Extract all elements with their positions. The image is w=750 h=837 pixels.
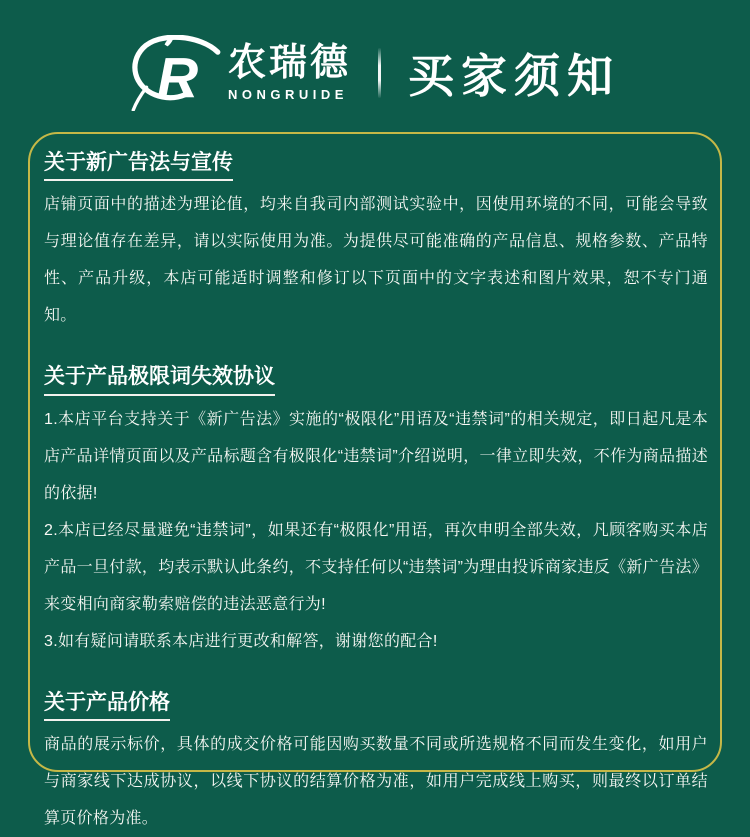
section-heading-text: 关于新广告法与宣传 bbox=[44, 149, 233, 181]
nongruide-logo-icon bbox=[130, 35, 222, 111]
section-heading bbox=[44, 689, 708, 721]
section-heading bbox=[44, 363, 708, 395]
section-heading bbox=[44, 149, 708, 181]
section-price bbox=[44, 689, 708, 837]
section-paragraph: 1.本店平台支持关于《新广告法》实施的“极限化”用语及“违禁词”的相关规定，即日起凡是本店产品详情页面以及产品标题含有极限化“违禁词”介绍说明，一律立即失效，不作为商品描述的依据! bbox=[44, 410, 708, 502]
header bbox=[0, 0, 750, 110]
header-divider bbox=[378, 48, 381, 98]
section-paragraph: 2.本店已经尽量避免“违禁词”，如果还有“极限化”用语，再次申明全部失效，凡顾客购买本店产品一旦付款，均表示默认此条约，不支持任何以“违禁词”为理由投诉商家违反《新广告法》来变相向商家勒索赔偿的违法恶意行为! bbox=[44, 521, 708, 613]
section-paragraph: 店铺页面中的描述为理论值，均来自我司内部测试实验中，因使用环境的不同，可能会导致与理论值存在差异，请以实际使用为准。为提供尽可能准确的产品信息、规格参数、产品特性、产品升级，本店可能适时调整和修订以下页面中的文字表述和图片效果，恕不专门通知。 bbox=[44, 196, 708, 325]
brand-romanized: NONGRUIDE bbox=[227, 86, 348, 102]
section-paragraph: 商品的展示标价，具体的成交价格可能因购买数量不同或所选规格不同而发生变化，如用户与商家线下达成协议，以线下协议的结算价格为准，如用户完成线上购买，则最终以订单结算页价格为准。 bbox=[44, 735, 708, 827]
section-paragraph: 3.如有疑问请联系本店进行更改和解答，谢谢您的配合! bbox=[44, 632, 438, 650]
notice-box bbox=[28, 132, 722, 827]
brand-text bbox=[228, 44, 351, 102]
page-title: 买家须知 bbox=[408, 50, 620, 102]
section-heading-text: 关于产品价格 bbox=[44, 689, 170, 721]
section-extreme-words bbox=[44, 363, 708, 659]
svg-text:R: R bbox=[156, 46, 199, 111]
brand bbox=[130, 35, 351, 111]
brand-name: 农瑞德 bbox=[227, 42, 351, 85]
section-heading-text: 关于产品极限词失效协议 bbox=[44, 363, 275, 395]
section-ad-law bbox=[44, 149, 708, 334]
